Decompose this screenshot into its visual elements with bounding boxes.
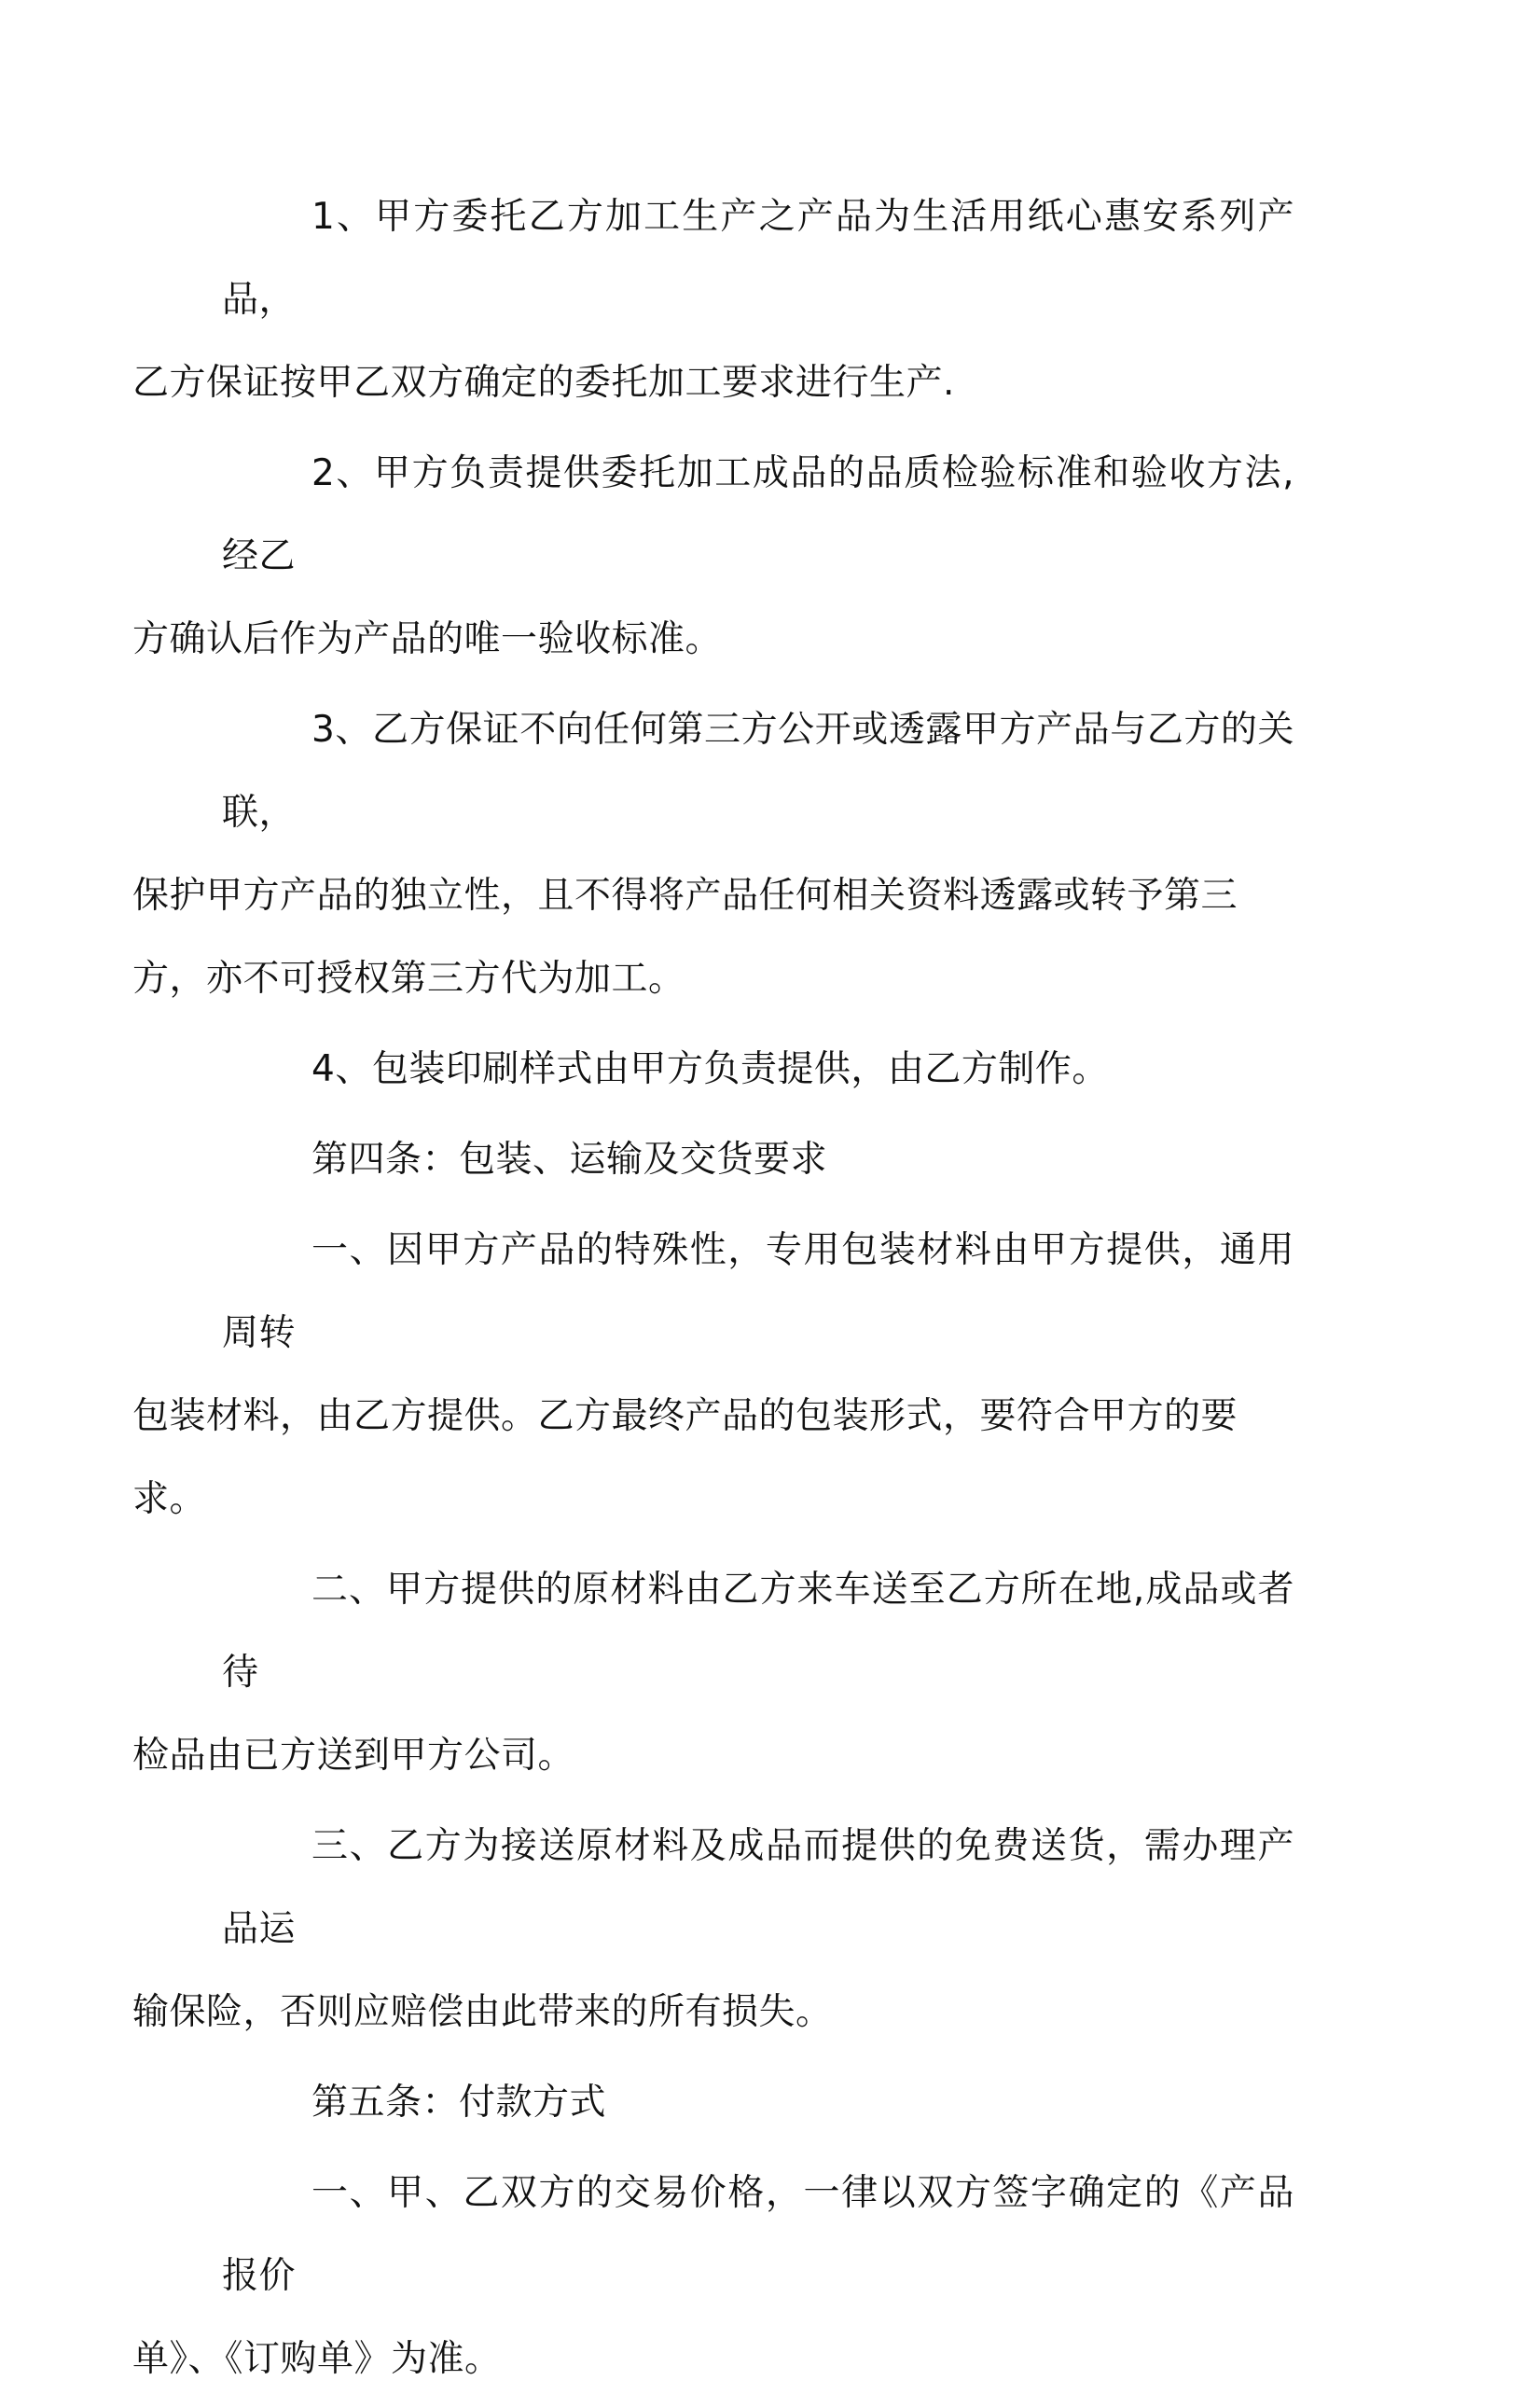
text-line: 方，亦不可授权第三方代为加工。 bbox=[132, 958, 685, 1000]
text-line: 一、因甲方产品的特殊性，专用包装材料由甲方提供，通用周转 bbox=[222, 1229, 1294, 1354]
text-line: 一、甲、乙双方的交易价格，一律以双方签字确定的《产品报价 bbox=[222, 2172, 1294, 2297]
text-line: 4、包装印刷样式由甲方负责提供，由乙方制作。 bbox=[311, 1048, 1109, 1090]
text-line: 二、甲方提供的原材料由乙方来车送至乙方所在地,成品或者待 bbox=[222, 1569, 1294, 1694]
text-line: 检品由已方送到甲方公司。 bbox=[132, 1735, 575, 1777]
text-line: 保护甲方产品的独立性，且不得将产品任何相关资料透露或转予第三 bbox=[132, 875, 1238, 917]
article-5-item-1-paragraph bbox=[132, 2152, 1294, 2401]
heading-text: 第五条：付款方式 bbox=[311, 2082, 607, 2124]
document-body bbox=[132, 175, 1294, 2408]
clause-4-paragraph bbox=[222, 1028, 1294, 1111]
article-4-item-1-paragraph bbox=[132, 1209, 1294, 1541]
text-line: 1、甲方委托乙方加工生产之产品为生活用纸心惠安系列产品， bbox=[222, 196, 1294, 321]
clause-1-paragraph bbox=[132, 175, 1294, 424]
article-4-item-2-paragraph bbox=[132, 1548, 1294, 1797]
text-line: 单》、《订购单》为准。 bbox=[132, 2338, 502, 2380]
text-line: 方确认后作为产品的唯一验收标准。 bbox=[132, 618, 723, 660]
text-line: 2、甲方负责提供委托加工成品的品质检验标准和验收方法,经乙 bbox=[222, 452, 1294, 577]
clause-3-paragraph bbox=[132, 688, 1294, 1020]
text-line: 三、乙方为接送原材料及成品而提供的免费送货，需办理产品运 bbox=[222, 1825, 1294, 1950]
text-line: 乙方保证按甲乙双方确定的委托加工要求进行生产. bbox=[132, 362, 955, 404]
text-line: 输保险，否则应赔偿由此带来的所有损失。 bbox=[132, 1991, 833, 2033]
clause-2-paragraph bbox=[132, 432, 1294, 681]
article-4-item-3-paragraph bbox=[132, 1805, 1294, 2054]
heading-text: 第四条：包装、运输及交货要求 bbox=[311, 1139, 828, 1181]
text-line: 求。 bbox=[132, 1478, 207, 1520]
text-line: 3、乙方保证不向任何第三方公开或透露甲方产品与乙方的关联， bbox=[222, 709, 1294, 834]
article-4-heading bbox=[222, 1118, 1294, 1201]
article-5-heading bbox=[222, 2061, 1294, 2144]
text-line: 包装材料，由乙方提供。乙方最终产品的包装形式，要符合甲方的要 bbox=[132, 1395, 1238, 1437]
